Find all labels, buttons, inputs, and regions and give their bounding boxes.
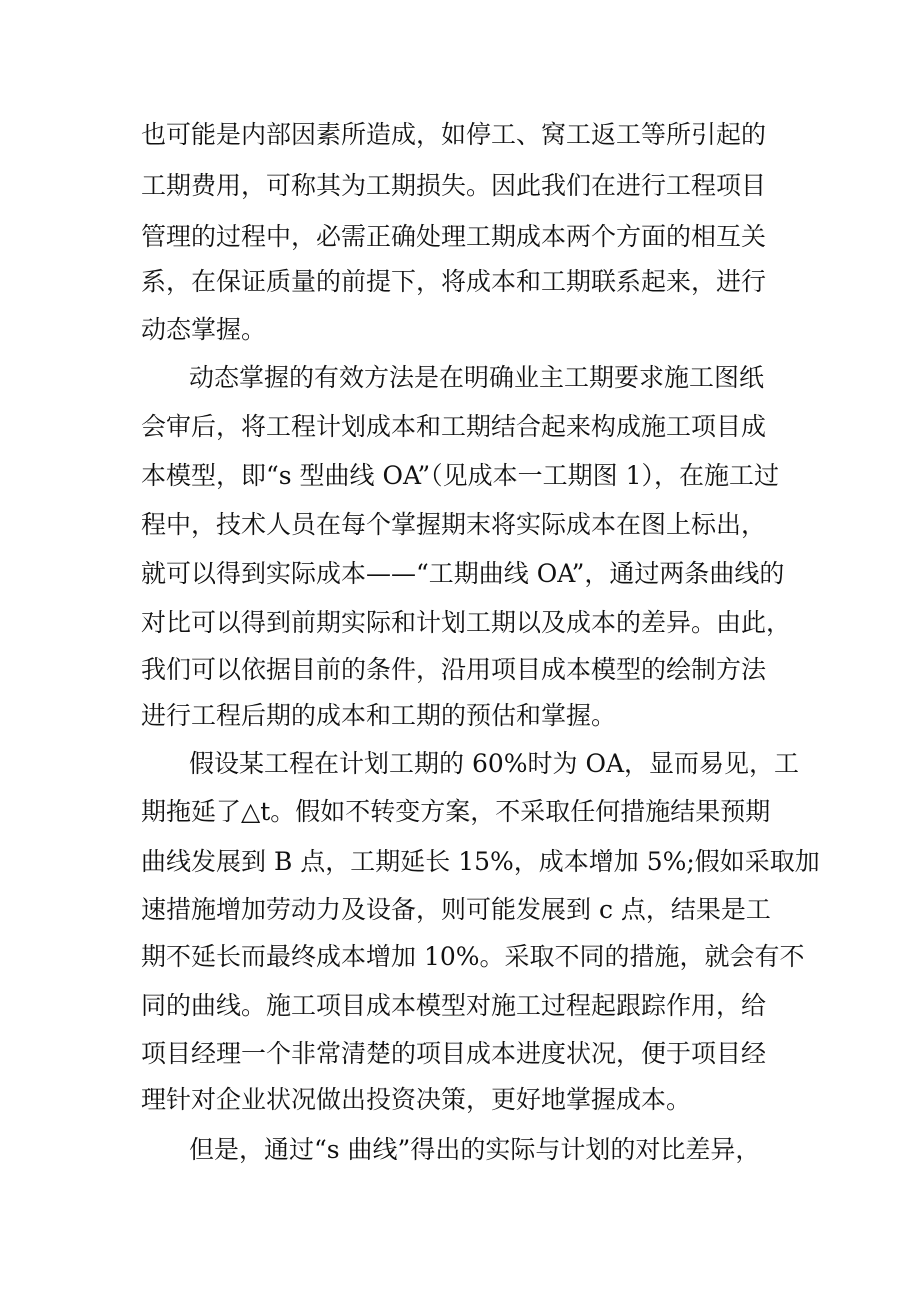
text-line: 会审后，将工程计划成本和工期结合起来构成施工项目成 xyxy=(141,412,767,441)
text-line: 期不延长而最终成本增加 10%。采取不同的措施，就会有不 xyxy=(141,942,805,971)
text-line: 理针对企业状况做出投资决策，更好地掌握成本。 xyxy=(141,1085,692,1114)
text-line: 也可能是内部因素所造成，如停工、窝工返工等所引起的 xyxy=(141,120,767,149)
text-line: 但是，通过“s 曲线”得出的实际与计划的对比差异， xyxy=(189,1135,761,1164)
text-line: 动态掌握。 xyxy=(141,315,267,344)
text-line: 系，在保证质量的前提下，将成本和工期联系起来，进行 xyxy=(141,267,767,296)
text-line: 工期费用，可称其为工期损失。因此我们在进行工程项目 xyxy=(141,171,767,200)
text-line: 管理的过程中，必需正确处理工期成本两个方面的相互关 xyxy=(141,222,767,251)
text-line: 对比可以得到前期实际和计划工期以及成本的差异。由此， xyxy=(141,608,792,637)
text-line: 速措施增加劳动力及设备，则可能发展到 c 点，结果是工 xyxy=(141,895,771,924)
text-line: 期拖延了△t。假如不转变方案，不采取任何措施结果预期 xyxy=(141,797,771,826)
text-line: 曲线发展到 B 点，工期延长 15%，成本增加 5%;假如采取加 xyxy=(141,847,820,876)
text-line: 进行工程后期的成本和工期的预估和掌握。 xyxy=(141,701,617,730)
text-line: 同的曲线。施工项目成本模型对施工过程起跟踪作用，给 xyxy=(141,991,767,1020)
text-line: 程中，技术人员在每个掌握期末将实际成本在图上标出， xyxy=(141,510,767,539)
text-line: 就可以得到实际成本——“工期曲线 OA”，通过两条曲线的 xyxy=(141,559,785,588)
text-line: 假设某工程在计划工期的 60%时为 OA，显而易见，工 xyxy=(189,749,800,778)
text-line: 本模型，即“s 型曲线 OA”（见成本一工期图 1），在施工过 xyxy=(141,461,780,490)
text-line: 我们可以依据目前的条件，沿用项目成本模型的绘制方法 xyxy=(141,655,767,684)
text-line: 项目经理一个非常清楚的项目成本进度状况，便于项目经 xyxy=(141,1039,767,1068)
text-line: 动态掌握的有效方法是在明确业主工期要求施工图纸 xyxy=(189,363,765,392)
